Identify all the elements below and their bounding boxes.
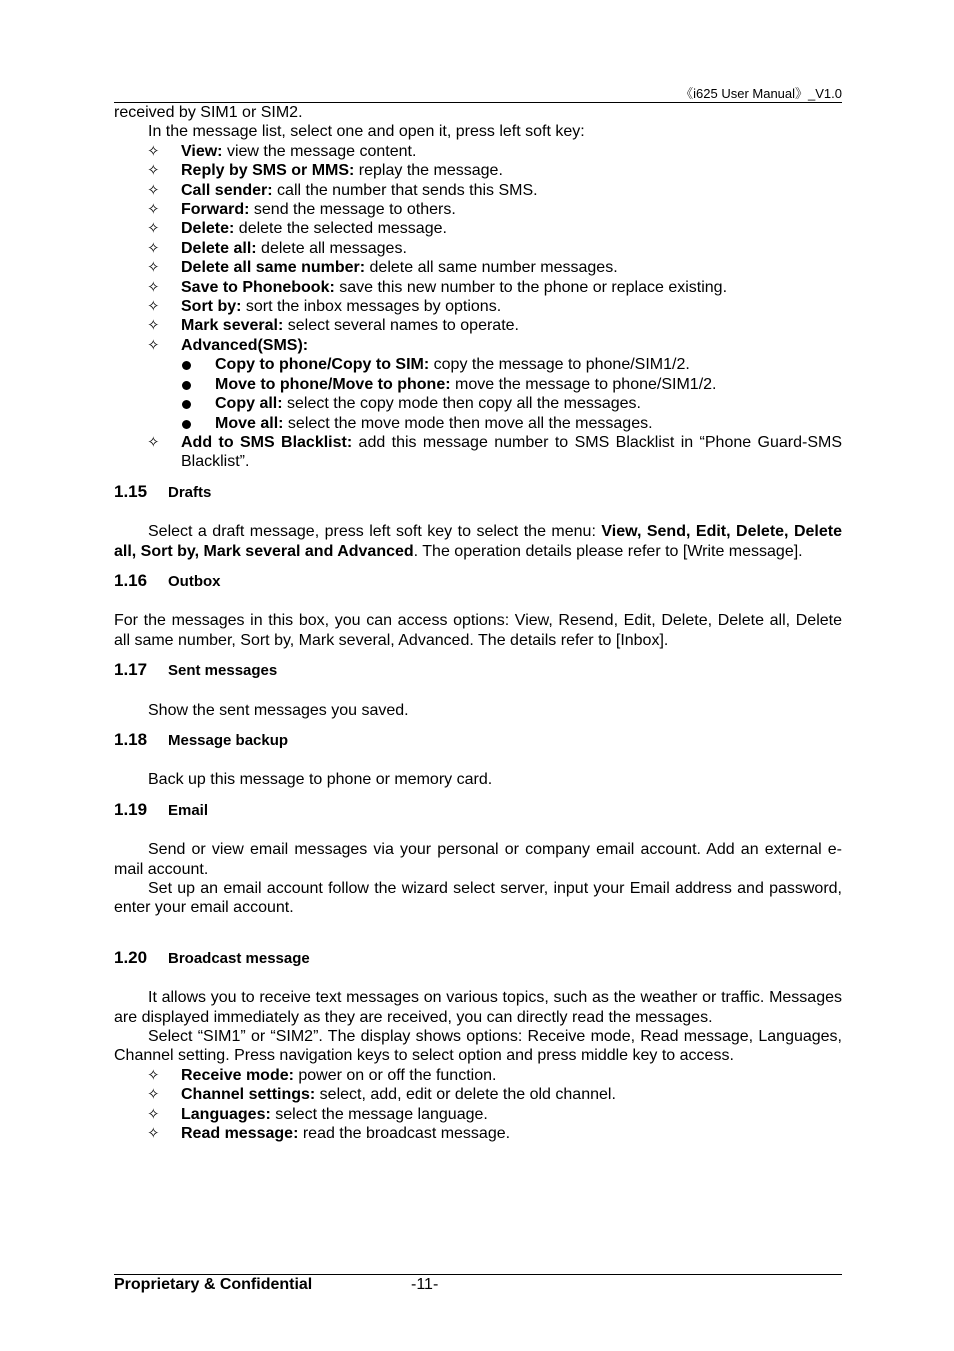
bullet-icon [182, 381, 191, 390]
list-item [147, 161, 842, 180]
bullet-icon [182, 400, 191, 409]
list-item [147, 297, 842, 316]
list-item [147, 278, 842, 297]
section-title: Drafts [168, 483, 212, 501]
list-item [147, 1085, 842, 1104]
option-term: Delete all same number: [181, 259, 366, 277]
diamond-icon: ✧ [147, 239, 160, 257]
list-item [147, 336, 842, 433]
option-term: Add to SMS Blacklist: [181, 433, 353, 451]
option-desc: delete all messages. [256, 239, 407, 257]
intro-lead: In the message list, select one and open it, press left soft key: [148, 123, 585, 141]
option-term: Move to phone/Move to phone: [215, 375, 451, 393]
list-item [215, 355, 842, 374]
section-heading-outbox [114, 571, 842, 591]
option-desc: select the copy mode then copy all the messages. [282, 395, 641, 413]
option-desc: sort the inbox messages by options. [241, 298, 502, 316]
list-item [147, 1066, 842, 1085]
option-desc: select several names to operate. [283, 317, 519, 335]
option-desc: copy the message to phone/SIM1/2. [429, 356, 690, 374]
list-item [147, 142, 842, 161]
diamond-icon: ✧ [147, 181, 160, 199]
section-title: Message backup [168, 731, 289, 749]
drafts-text-end: . The operation details please refer to [Write message]. [413, 542, 803, 560]
diamond-icon: ✧ [147, 1105, 160, 1123]
sent-paragraph: Show the sent messages you saved. [148, 701, 409, 719]
diamond-icon: ✧ [147, 1086, 160, 1104]
option-desc: read the broadcast message. [298, 1125, 511, 1143]
bullet-icon [182, 361, 191, 370]
page-number: -11- [411, 1276, 439, 1293]
option-desc: call the number that sends this SMS. [272, 181, 538, 199]
option-term: Receive mode: [181, 1066, 294, 1084]
section-title: Outbox [168, 572, 221, 590]
section-heading-sent [114, 660, 842, 680]
drafts-menu-items: View, Send, Edit, Delete, Delete all, Sort by, Mark several and Advanced [114, 523, 842, 560]
option-term: Copy all: [215, 395, 283, 413]
email-paragraph-1: Send or view email messages via your personal or company email account. Add an external e-mail account. [114, 841, 842, 878]
option-desc: select the message language. [270, 1105, 488, 1123]
outbox-paragraph: For the messages in this box, you can access options: View, Resend, Edit, Delete, Delete all, Delete all same number, Sort by, Mark several, Advanced. The details refer to [Inbox]. [114, 612, 842, 649]
backup-paragraph: Back up this message to phone or memory card. [148, 771, 493, 789]
option-desc: add this message number to SMS Blacklist in “Phone Guard-SMS Blacklist”. [181, 433, 842, 471]
option-term: Channel settings: [181, 1086, 316, 1104]
email-paragraph-2: Set up an email account follow the wizard select server, input your Email address and password, enter your email account. [114, 880, 842, 917]
option-desc: send the message to others. [249, 201, 456, 219]
section-heading-email [114, 800, 842, 820]
diamond-icon: ✧ [147, 1066, 160, 1084]
section-heading-broadcast [114, 948, 842, 968]
list-item [147, 1105, 842, 1124]
diamond-icon: ✧ [147, 259, 160, 277]
section-number: 1.17 [114, 660, 148, 680]
list-item [147, 433, 842, 472]
list-item [147, 239, 842, 258]
footer-rule [114, 1274, 842, 1275]
list-item [147, 1124, 842, 1143]
section-number: 1.16 [114, 570, 148, 590]
advanced-options-list [181, 355, 842, 433]
footer-label: Proprietary & Confidential [114, 1276, 313, 1293]
list-item [147, 316, 842, 335]
option-term: Reply by SMS or MMS: [181, 162, 355, 180]
continuation-text: received by SIM1 or SIM2. [114, 104, 303, 121]
section-number: 1.15 [114, 481, 148, 501]
section-number: 1.19 [114, 799, 148, 819]
option-term: Languages: [181, 1105, 271, 1123]
drafts-paragraph [114, 522, 842, 561]
option-term: Mark several: [181, 317, 284, 335]
option-desc: delete all same number messages. [365, 259, 618, 277]
running-header: 《i625 User Manual》_V1.0 [680, 86, 842, 101]
broadcast-paragraph-1: It allows you to receive text messages on various topics, such as the weather or traffic. Messages are displayed immediately as they are received, you can directly read the messages. [114, 989, 842, 1026]
option-desc: delete the selected message. [234, 220, 447, 238]
option-term: Forward: [181, 201, 250, 219]
list-item [215, 375, 842, 394]
section-title: Broadcast message [168, 949, 310, 967]
list-item [215, 414, 842, 433]
broadcast-paragraph-2: Select “SIM1” or “SIM2”. The display shows options: Receive mode, Read message, Languages, Channel setting. Press navigation keys to select option and press middle key to access. [114, 1028, 842, 1065]
diamond-icon: ✧ [147, 336, 160, 354]
option-term: Save to Phonebook: [181, 278, 335, 296]
option-desc: view the message content. [222, 142, 417, 160]
diamond-icon: ✧ [147, 220, 160, 238]
diamond-icon: ✧ [147, 433, 160, 451]
diamond-icon: ✧ [147, 162, 160, 180]
drafts-text: Select a draft message, press left soft key to select the menu: [148, 523, 602, 541]
option-desc: power on or off the function. [293, 1066, 497, 1084]
section-heading-drafts [114, 482, 842, 502]
option-term: Read message: [181, 1125, 299, 1143]
diamond-icon: ✧ [147, 201, 160, 219]
bullet-icon [182, 420, 191, 429]
option-term: Copy to phone/Copy to SIM: [215, 356, 430, 374]
diamond-icon: ✧ [147, 278, 160, 296]
option-term: Delete: [181, 220, 235, 238]
option-desc: select the move mode then move all the messages. [283, 414, 653, 432]
diamond-icon: ✧ [147, 142, 160, 160]
section-heading-backup [114, 730, 842, 750]
option-term: View: [181, 142, 223, 160]
list-item [147, 200, 842, 219]
page-body [114, 103, 842, 1143]
inbox-options-list [114, 142, 842, 472]
list-item [147, 219, 842, 238]
broadcast-options-list [114, 1066, 842, 1144]
diamond-icon: ✧ [147, 298, 160, 316]
option-term: Advanced(SMS): [181, 336, 309, 354]
option-term: Delete all: [181, 239, 257, 257]
option-desc: save this new number to the phone or replace existing. [334, 278, 728, 296]
option-term: Sort by: [181, 298, 242, 316]
option-desc: select, add, edit or delete the old channel. [315, 1086, 616, 1104]
section-title: Sent messages [168, 662, 278, 680]
section-title: Email [168, 801, 209, 819]
diamond-icon: ✧ [147, 317, 160, 335]
section-number: 1.20 [114, 947, 148, 967]
list-item [147, 181, 842, 200]
diamond-icon: ✧ [147, 1125, 160, 1143]
option-desc: replay the message. [354, 162, 503, 180]
list-item [147, 258, 842, 277]
option-term: Call sender: [181, 181, 273, 199]
option-desc: move the message to phone/SIM1/2. [450, 375, 717, 393]
section-number: 1.18 [114, 729, 148, 749]
list-item [215, 394, 842, 413]
option-term: Move all: [215, 414, 284, 432]
